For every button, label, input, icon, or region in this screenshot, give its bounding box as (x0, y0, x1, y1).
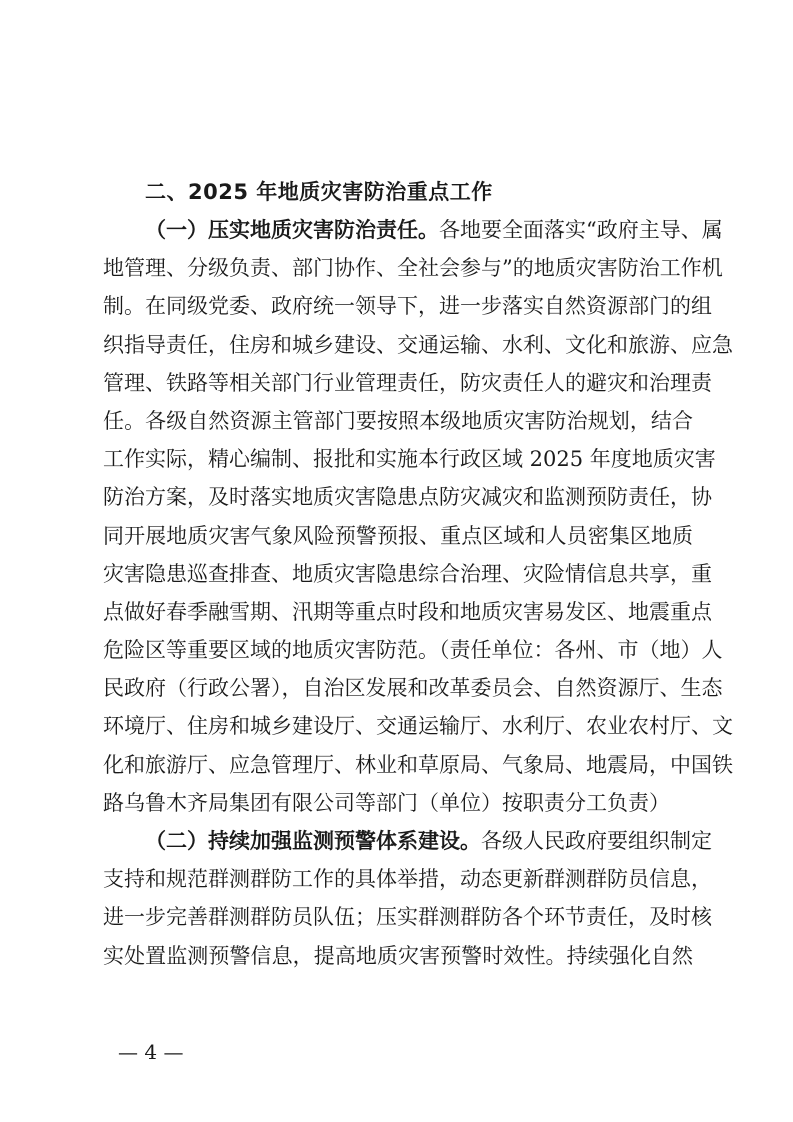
paragraph-1-lead: （一）压实地质灾害防治责任。 (145, 218, 439, 242)
body-text (103, 211, 733, 975)
page-number: — 4 — (118, 1040, 184, 1064)
paragraph-1-line: 任。各级自然资源主管部门要按照本级地质灾害防治规划，结合 (103, 408, 693, 433)
paragraph-2-line: 进一步完善群测群防员队伍；压实群测群防各个环节责任，及时核 (103, 905, 712, 930)
paragraph-1-line: 工作实际，精心编制、报批和实施本行政区域 2025 年度地质灾害 (103, 447, 716, 472)
paragraph-1-first-line (103, 211, 723, 249)
paragraph-2-line: 支持和规范群测群防工作的具体举措，动态更新群测群防员信息， (103, 867, 712, 892)
paragraph-1-line: 点做好春季融雪期、汛期等重点时段和地质灾害易发区、地震重点 (103, 599, 712, 624)
paragraph-1-line: 环境厅、住房和城乡建设厅、交通运输厅、水利厅、农业农村厅、文 (103, 714, 733, 739)
paragraph-1-line: 管理、铁路等相关部门行业管理责任，防灾责任人的避灾和治理责 (103, 370, 712, 395)
paragraph-1-line: 灾害隐患巡查排查、地质灾害隐患综合治理、灾险情信息共享，重 (103, 561, 712, 586)
paragraph-1-line: 防治方案，及时落实地质灾害隐患点防灾减灾和监测预防责任，协 (103, 485, 712, 510)
paragraph-2-first-line (103, 822, 712, 860)
paragraph-1-line: 化和旅游厅、应急管理厅、林业和草原局、气象局、地震局，中国铁 (103, 752, 733, 777)
paragraph-1-line: 地管理、分级负责、部门协作、全社会参与”的地质灾害防治工作机 (103, 256, 723, 281)
paragraph-1-line: 同开展地质灾害气象风险预警预报、重点区域和人员密集区地质 (103, 523, 693, 548)
paragraph-1-line: 民政府（行政公署），自治区发展和改革委员会、自然资源厅、生态 (103, 676, 723, 701)
paragraph-2-line: 实处置监测预警信息，提高地质灾害预警时效性。持续强化自然 (103, 943, 693, 968)
paragraph-2-first-rest: 各级人民政府要组织制定 (481, 829, 712, 853)
section-heading: 二、2025 年地质灾害防治重点工作 (145, 180, 493, 204)
paragraph-2-lead: （二）持续加强监测预警体系建设。 (145, 829, 481, 853)
paragraph-1-first-rest: 各地要全面落实“政府主导、属 (439, 218, 723, 242)
paragraph-1-line: 制。在同级党委、政府统一领导下，进一步落实自然资源部门的组 (103, 294, 712, 319)
paragraph-1-line: 路乌鲁木齐局集团有限公司等部门（单位）按职责分工负责） (103, 790, 670, 815)
paragraph-1-line: 织指导责任，住房和城乡建设、交通运输、水利、文化和旅游、应急 (103, 332, 733, 357)
paragraph-1-line: 危险区等重要区域的地质灾害防范。（责任单位：各州、市（地）人 (103, 638, 723, 663)
